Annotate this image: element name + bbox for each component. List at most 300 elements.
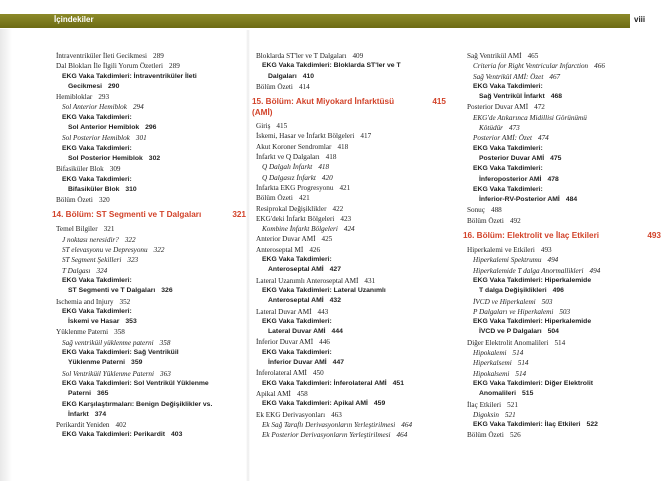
toc-entry-title: EKG Vaka Takdimleri: Sol Ventrikül Yüklenme bbox=[62, 379, 209, 387]
toc-entry[interactable] bbox=[256, 379, 446, 389]
toc-entry-title: Kombine İnfarkt Bölgeleri bbox=[262, 225, 338, 234]
toc-entry[interactable] bbox=[256, 307, 446, 317]
toc-entry[interactable] bbox=[56, 164, 246, 174]
toc-entry[interactable] bbox=[56, 410, 246, 420]
toc-entry-page-number: 444 bbox=[331, 328, 343, 336]
toc-entry[interactable] bbox=[56, 327, 246, 337]
toc-entry-title: Bölüm Özeti bbox=[467, 431, 504, 440]
toc-entry-page-number: 443 bbox=[317, 307, 329, 316]
toc-entry[interactable] bbox=[467, 338, 661, 348]
toc-entry[interactable] bbox=[56, 317, 246, 327]
page-number: viii bbox=[634, 15, 646, 24]
toc-entry-page-number: 365 bbox=[97, 390, 109, 398]
chapter-page-number: 321 bbox=[232, 210, 246, 220]
toc-entry-title: Q Dalgalı İnfarkt bbox=[262, 163, 313, 172]
toc-entry-title: Hiperkalemi ve Etkileri bbox=[467, 246, 535, 255]
toc-entry[interactable] bbox=[256, 183, 446, 193]
toc-entry-title: İskemi, Hasar ve İnfarkt Bölgeleri bbox=[256, 132, 355, 141]
toc-entry-page-number: 418 bbox=[337, 142, 349, 151]
toc-entry-title: EKG Vaka Takdimleri: bbox=[62, 307, 132, 315]
toc-entry[interactable] bbox=[467, 113, 661, 123]
toc-entry-title: Ek Posterior Derivasyonların Yerleştirilmesi bbox=[262, 431, 391, 440]
toc-entry-page-number: 323 bbox=[127, 256, 139, 265]
toc-entry[interactable] bbox=[256, 420, 446, 430]
toc-entry-title: Sağ ventriküil yüklenme paterni bbox=[62, 338, 154, 347]
toc-entry-page-number: 484 bbox=[565, 196, 578, 204]
toc-entry-title: EKG Vaka Takdimleri: bbox=[473, 185, 543, 193]
toc-entry-page-number: 473 bbox=[508, 124, 520, 133]
toc-entry-page-number: 503 bbox=[541, 297, 553, 306]
toc-entry-page-number: 425 bbox=[321, 235, 333, 244]
toc-entry[interactable] bbox=[467, 154, 661, 164]
toc-entry[interactable] bbox=[467, 133, 661, 143]
toc-entry-page-number: 464 bbox=[401, 420, 413, 429]
toc-entry-page-number: 465 bbox=[527, 52, 539, 60]
toc-entry-page-number: 418 bbox=[318, 163, 330, 172]
toc-entry-page-number: 310 bbox=[125, 185, 137, 193]
toc-column-middle bbox=[252, 51, 446, 440]
toc-entry[interactable] bbox=[467, 245, 661, 255]
toc-entry-title: Hiperkalemide T dalga Anormallikleri bbox=[473, 266, 584, 275]
toc-entry-page-number: 431 bbox=[364, 276, 376, 285]
toc-entry-page-number: 414 bbox=[298, 82, 310, 91]
toc-entry-title: J noktası neresidir? bbox=[62, 235, 119, 244]
toc-entry-title: Posterior Duvar AMİ bbox=[479, 154, 545, 162]
toc-entry[interactable] bbox=[256, 348, 446, 358]
toc-entry-title: Anteroseptal Mİ bbox=[256, 245, 304, 254]
toc-entry[interactable] bbox=[56, 72, 246, 82]
toc-entry[interactable] bbox=[56, 389, 246, 399]
toc-entry-title: Hiperkalemi Spektrumu bbox=[473, 256, 542, 265]
toc-entry[interactable] bbox=[467, 410, 661, 420]
toc-entry-page-number: 358 bbox=[159, 338, 171, 347]
toc-entry-page-number: 296 bbox=[145, 124, 157, 132]
toc-entry[interactable] bbox=[467, 144, 661, 154]
toc-entry-page-number: 446 bbox=[319, 338, 330, 347]
toc-entry-title: İnferior Duvar AMİ bbox=[268, 359, 327, 367]
toc-entry[interactable] bbox=[256, 327, 446, 337]
toc-entry-page-number: 322 bbox=[153, 246, 165, 255]
toc-entry[interactable] bbox=[256, 286, 446, 296]
toc-entry-title: Bloklarda ST'ler ve T Dalgaları bbox=[256, 52, 347, 60]
toc-entry-page-number: 521 bbox=[507, 400, 518, 409]
toc-entry[interactable] bbox=[467, 195, 661, 205]
toc-entry[interactable] bbox=[256, 296, 446, 306]
toc-entry-page-number: 423 bbox=[340, 214, 352, 223]
toc-entry[interactable] bbox=[256, 317, 446, 327]
toc-entry[interactable] bbox=[56, 255, 246, 265]
toc-entry[interactable] bbox=[56, 185, 246, 195]
toc-entry[interactable] bbox=[256, 234, 446, 244]
chapter-page-number: 415 bbox=[432, 97, 446, 107]
toc-entry-page-number: 459 bbox=[373, 400, 386, 408]
toc-entry-title: EKG Vaka Takdimleri: bbox=[262, 317, 332, 325]
toc-entry[interactable] bbox=[256, 265, 446, 275]
toc-entry[interactable] bbox=[467, 82, 661, 92]
toc-entry-page-number: 352 bbox=[119, 297, 131, 306]
toc-entry[interactable] bbox=[56, 338, 246, 348]
toc-entry[interactable] bbox=[467, 255, 661, 265]
toc-entry-page-number: 289 bbox=[153, 52, 164, 60]
toc-entry[interactable] bbox=[467, 379, 661, 389]
chapter-title: 15. Bölüm: Akut Miyokard İnfarktüsü (AMİ) bbox=[252, 97, 395, 118]
toc-entry-title: Kötüdür bbox=[479, 124, 503, 133]
toc-entry-page-number: 359 bbox=[131, 359, 143, 367]
toc-entry-title: EKG Vaka Takdimleri: Bloklarda ST'ler ve T bbox=[262, 62, 401, 70]
toc-entry-title: Apikal AMİ bbox=[256, 389, 291, 398]
toc-entry-page-number: 417 bbox=[360, 132, 372, 141]
toc-entry[interactable] bbox=[467, 348, 661, 358]
toc-entry-title: EKG Vaka Takdimleri: Apikal AMİ bbox=[262, 400, 368, 408]
toc-entry[interactable] bbox=[256, 358, 446, 368]
toc-entry-title: Resiprokal Değişiklikler bbox=[256, 204, 327, 213]
page-edge bbox=[0, 0, 12, 481]
toc-entry-title: Sol Anterior Hemiblok bbox=[62, 103, 127, 112]
toc-entry-page-number: 422 bbox=[332, 204, 344, 213]
toc-entry[interactable] bbox=[56, 92, 246, 102]
toc-entry-title: Sol Anterior Hemiblok bbox=[68, 124, 140, 132]
toc-entry[interactable] bbox=[467, 400, 661, 410]
toc-entry-title: Lateral Duvar AMİ bbox=[256, 307, 312, 316]
toc-entry-title: EKG Vaka Takdimleri: Diğer Elektrolit bbox=[473, 379, 593, 387]
toc-entry[interactable] bbox=[467, 72, 661, 82]
toc-entry-title: T Dalgası bbox=[62, 266, 91, 275]
toc-entry-page-number: 353 bbox=[125, 318, 137, 326]
toc-entry[interactable] bbox=[467, 297, 661, 307]
header-bar bbox=[0, 0, 666, 29]
toc-entry-title: EKG Vaka Takdimleri: Hiperkalemide bbox=[473, 276, 592, 284]
toc-entry[interactable] bbox=[256, 51, 446, 61]
toc-entry[interactable] bbox=[467, 123, 661, 133]
toc-entry[interactable] bbox=[56, 123, 246, 133]
toc-entry-title: Lateral Uzanımlı Anteroseptal AMİ bbox=[256, 276, 359, 285]
toc-entry-title: Posterior Duvar AMİ bbox=[467, 103, 529, 112]
toc-entry[interactable] bbox=[467, 266, 661, 276]
toc-entry[interactable] bbox=[467, 420, 661, 430]
toc-entry-title: EKG Vaka Takdimleri: bbox=[262, 256, 332, 264]
toc-entry-title: Bifasiküler Blok bbox=[56, 165, 104, 174]
toc-column-right bbox=[463, 51, 661, 441]
toc-entry-page-number: 374 bbox=[94, 410, 107, 418]
toc-entry-title: ST Segmenti ve T Dalgaları bbox=[68, 287, 156, 295]
toc-entry[interactable] bbox=[467, 102, 661, 112]
toc-entry[interactable] bbox=[56, 82, 246, 92]
toc-entry[interactable] bbox=[256, 142, 446, 152]
toc-entry-title: İnferoposterior AMİ bbox=[479, 175, 542, 183]
toc-entry[interactable] bbox=[56, 175, 246, 185]
toc-entry-page-number: 427 bbox=[329, 266, 341, 274]
toc-entry[interactable] bbox=[256, 430, 446, 440]
toc-entry-title: Anomalileri bbox=[479, 390, 517, 398]
toc-entry-page-number: 522 bbox=[586, 421, 598, 429]
toc-entry-title: Anterior Duvar AMİ bbox=[256, 235, 316, 244]
toc-entry-page-number: 322 bbox=[124, 235, 136, 244]
toc-entry-title: İnfarkt ve Q Dalgaları bbox=[256, 153, 320, 162]
toc-entry-page-number: 521 bbox=[504, 410, 516, 419]
toc-entry-page-number: 294 bbox=[132, 103, 144, 112]
toc-entry[interactable] bbox=[467, 369, 661, 379]
toc-entry-page-number: 424 bbox=[343, 225, 355, 234]
toc-entry-page-number: 301 bbox=[135, 134, 147, 143]
toc-entry-title: EKG Vaka Takdimleri: Hiperkalemide bbox=[473, 318, 592, 326]
toc-entry[interactable] bbox=[256, 337, 446, 347]
toc-entry-title: Anteroseptal AMİ bbox=[268, 266, 324, 274]
chapter-heading[interactable] bbox=[252, 96, 446, 118]
chapter-page-number: 493 bbox=[647, 231, 661, 241]
toc-entry-title: Hipokalemi bbox=[473, 349, 507, 358]
toc-entry-page-number: 450 bbox=[312, 369, 324, 378]
toc-entry-page-number: 415 bbox=[276, 122, 288, 131]
toc-entry[interactable] bbox=[56, 224, 246, 234]
toc-entry-page-number: 289 bbox=[169, 62, 180, 71]
toc-entry-title: EKG Vaka Takdimleri: İntraventriküler İleti bbox=[62, 72, 197, 80]
toc-entry[interactable] bbox=[56, 113, 246, 123]
toc-entry-title: Temel Bilgiler bbox=[56, 225, 98, 234]
toc-entry[interactable] bbox=[56, 235, 246, 245]
toc-entry[interactable] bbox=[56, 195, 246, 205]
toc-entry-page-number: 309 bbox=[109, 165, 121, 174]
toc-entry[interactable] bbox=[467, 276, 661, 286]
toc-entry-page-number: 326 bbox=[161, 287, 173, 295]
toc-entry[interactable] bbox=[467, 317, 661, 327]
toc-entry-title: Digoksin bbox=[473, 410, 499, 419]
toc-entry-page-number: 466 bbox=[594, 62, 605, 71]
toc-entry-title: EKG Vaka Takdimleri: İlaç Etkileri bbox=[473, 421, 581, 429]
toc-entry[interactable] bbox=[56, 400, 246, 410]
toc-entry-title: Ek Sağ Taraflı Derivasyonların Yerleştirilmesi bbox=[262, 420, 396, 429]
toc-entry-page-number: 478 bbox=[547, 175, 559, 183]
toc-entry[interactable] bbox=[467, 216, 661, 226]
header-band bbox=[0, 14, 630, 28]
toc-entry-title: Sol Posterior Hemiblok bbox=[68, 154, 143, 162]
toc-entry-title: Ek EKG Derivasyonları bbox=[256, 410, 326, 419]
toc-entry-title: EKG Vaka Takdimleri: bbox=[62, 276, 132, 284]
toc-entry-title: İlaç Etkileri bbox=[467, 400, 502, 409]
toc-entry-title: Posterior AMİ: Özet bbox=[473, 134, 532, 143]
toc-entry[interactable] bbox=[256, 204, 446, 214]
toc-entry[interactable] bbox=[256, 255, 446, 265]
toc-entry-title: EKG Vaka Takdimleri: Perikardit bbox=[62, 431, 166, 439]
toc-entry-title: Bölüm Özeti bbox=[256, 82, 293, 91]
toc-entry-title: Sol Ventriküil Yüklenme Paterni bbox=[62, 369, 155, 378]
toc-entry[interactable] bbox=[467, 286, 661, 296]
toc-entry-page-number: 493 bbox=[540, 246, 552, 255]
toc-entry-page-number: 451 bbox=[392, 379, 404, 387]
toc-entry-page-number: 421 bbox=[298, 194, 310, 203]
toc-entry-page-number: 447 bbox=[332, 359, 345, 367]
toc-entry[interactable] bbox=[256, 82, 446, 92]
chapter-title: 16. Bölüm: Elektrolit ve İlaç Etkileri bbox=[463, 231, 600, 241]
toc-entry-page-number: 514 bbox=[554, 338, 566, 347]
toc-entry-page-number: 409 bbox=[352, 52, 364, 60]
toc-entry-title: EKG Vaka Takdimleri: bbox=[473, 165, 543, 173]
toc-entry-title: Hemibloklar bbox=[56, 93, 93, 102]
toc-entry-page-number: 293 bbox=[98, 93, 110, 102]
toc-entry-title: Sağ Ventrikül İnfarkt bbox=[479, 93, 545, 101]
toc-entry[interactable] bbox=[467, 327, 661, 337]
toc-entry-page-number: 464 bbox=[396, 431, 408, 440]
toc-entry-title: İnferior Duvar AMİ bbox=[256, 338, 314, 347]
toc-entry-title: EKG Vaka Takdimleri: bbox=[62, 144, 132, 152]
toc-entry-title: EKG Vaka Takdimleri: bbox=[62, 175, 132, 183]
toc-entry[interactable] bbox=[56, 420, 246, 430]
toc-entry[interactable] bbox=[256, 152, 446, 162]
toc-entry-title: EKG Vaka Takdimleri: Sağ Ventriküil bbox=[62, 349, 179, 357]
toc-entry-page-number: 515 bbox=[522, 390, 534, 398]
book-gutter bbox=[246, 30, 250, 481]
toc-entry-title: EKG Vaka Takdimleri: bbox=[473, 82, 543, 90]
toc-entry-page-number: 321 bbox=[103, 225, 115, 234]
toc-entry-title: T dalga Değişiklikleri bbox=[479, 287, 547, 295]
toc-entry[interactable] bbox=[467, 51, 661, 61]
toc-entry-title: Bölüm Özeti bbox=[56, 196, 93, 205]
toc-entry-title: EKG Vaka Takdimleri: bbox=[262, 348, 332, 356]
chapter-heading[interactable] bbox=[463, 230, 661, 242]
toc-entry-page-number: 467 bbox=[549, 72, 561, 81]
toc-entry-page-number: 474 bbox=[537, 134, 549, 143]
toc-entry[interactable] bbox=[467, 358, 661, 368]
toc-entry-title: EKG'deki İnfarkt Bölgeleri bbox=[256, 214, 335, 223]
toc-entry-title: Akut Koroner Sendromlar bbox=[256, 142, 332, 151]
toc-entry[interactable] bbox=[256, 131, 446, 141]
toc-entry-page-number: 302 bbox=[148, 154, 161, 162]
toc-entry-title: P Dalgaları ve Hiperkalemi bbox=[473, 307, 554, 316]
toc-entry[interactable] bbox=[467, 164, 661, 174]
toc-entry[interactable] bbox=[256, 173, 446, 183]
toc-entry[interactable] bbox=[467, 92, 661, 102]
toc-entry-page-number: 421 bbox=[339, 183, 351, 192]
toc-entry[interactable] bbox=[467, 430, 661, 440]
toc-entry-title: İskemi ve Hasar bbox=[68, 318, 120, 326]
toc-entry[interactable] bbox=[56, 358, 246, 368]
toc-entry[interactable] bbox=[467, 185, 661, 195]
toc-entry-title: Ischemia and Injury bbox=[56, 297, 114, 306]
toc-entry[interactable] bbox=[467, 175, 661, 185]
toc-entry[interactable] bbox=[56, 297, 246, 307]
toc-entry-title: İnferolateral AMİ bbox=[256, 369, 307, 378]
toc-entry-title: Yüklenme Paterni bbox=[56, 328, 109, 337]
toc-entry-page-number: 492 bbox=[509, 216, 521, 225]
toc-entry-title: Sağ Ventrikül AMİ: Özet bbox=[473, 72, 544, 81]
toc-entry-page-number: 526 bbox=[509, 431, 521, 440]
toc-entry-page-number: 426 bbox=[309, 245, 321, 254]
toc-entry[interactable] bbox=[56, 266, 246, 276]
toc-entry[interactable] bbox=[256, 61, 446, 71]
toc-entry-title: Diğer Elektrolit Anomalileri bbox=[467, 338, 549, 347]
toc-entry-title: EKG Karşılaştırmaları: Benign Değişiklikler vs. bbox=[62, 400, 213, 408]
toc-entry-page-number: 403 bbox=[171, 431, 183, 439]
toc-entry-title: İnfarkta EKG Progresyonu bbox=[256, 183, 334, 192]
toc-entry-title: Sonuç bbox=[467, 206, 485, 215]
toc-entry-page-number: 503 bbox=[559, 307, 571, 316]
toc-entry[interactable] bbox=[56, 144, 246, 154]
toc-entry[interactable] bbox=[256, 368, 446, 378]
toc-entry-page-number: 463 bbox=[331, 410, 342, 419]
toc-column-left bbox=[52, 51, 246, 441]
toc-entry-title: EKG Vaka Takdimleri: bbox=[473, 144, 543, 152]
toc-entry[interactable] bbox=[467, 389, 661, 399]
toc-entry[interactable] bbox=[56, 307, 246, 317]
toc-entry-title: Q Dalgasız İnfarkt bbox=[262, 173, 316, 182]
toc-entry[interactable] bbox=[256, 193, 446, 203]
toc-entry-page-number: 290 bbox=[108, 82, 120, 90]
toc-entry[interactable] bbox=[56, 51, 246, 61]
toc-entry-page-number: 494 bbox=[589, 266, 601, 275]
toc-entry-title: Bifasiküler Blok bbox=[68, 185, 120, 193]
toc-entry-title: Perikardit Yeniden bbox=[56, 421, 110, 430]
toc-entry[interactable] bbox=[56, 276, 246, 286]
toc-entry[interactable] bbox=[56, 379, 246, 389]
chapter-title: 14. Bölüm: ST Segmenti ve T Dalgaları bbox=[52, 210, 202, 220]
toc-entry-page-number: 496 bbox=[552, 287, 564, 295]
toc-entry[interactable] bbox=[256, 389, 446, 399]
toc-entry-title: Criteria for Right Ventricular Infarction bbox=[473, 62, 589, 71]
toc-entry[interactable] bbox=[56, 286, 246, 296]
toc-entry[interactable] bbox=[56, 348, 246, 358]
toc-entry[interactable] bbox=[256, 276, 446, 286]
toc-entry-title: Sol Posterior Hemiblok bbox=[62, 134, 130, 143]
toc-entry-title: EKG Vaka Takdimleri: bbox=[62, 113, 132, 121]
toc-entry[interactable] bbox=[467, 307, 661, 317]
toc-entry-page-number: 320 bbox=[98, 196, 110, 205]
toc-entry[interactable] bbox=[256, 224, 446, 234]
toc-entry[interactable] bbox=[256, 72, 446, 82]
toc-entry[interactable] bbox=[56, 61, 246, 71]
toc-entry[interactable] bbox=[256, 121, 446, 131]
toc-entry[interactable] bbox=[256, 399, 446, 409]
chapter-heading[interactable] bbox=[52, 209, 246, 221]
toc-entry[interactable] bbox=[256, 214, 446, 224]
toc-entry-title: Dal Blokları İle İlgili Yorum Özetleri bbox=[56, 62, 163, 71]
toc-entry-page-number: 418 bbox=[325, 153, 337, 162]
toc-entry-page-number: 514 bbox=[515, 369, 527, 378]
toc-entry-title: Sağ Ventrikül AMİ bbox=[467, 52, 522, 60]
toc-entry-page-number: 514 bbox=[517, 359, 529, 368]
toc-entry[interactable] bbox=[56, 430, 246, 440]
toc-entry-title: İVCD ve P Dalgaları bbox=[479, 328, 542, 336]
toc-entry-page-number: 432 bbox=[329, 297, 341, 305]
toc-entry-title: İntraventriküler İleti Gecikmesi bbox=[56, 52, 148, 60]
toc-entry[interactable] bbox=[256, 410, 446, 420]
toc-entry-title: EKG Vaka Takdimleri: İnferolateral AMİ bbox=[262, 379, 387, 387]
toc-entry[interactable] bbox=[467, 61, 661, 71]
toc-entry-page-number: 402 bbox=[115, 421, 127, 430]
toc-entry-title: EKG'de Atıkarınca Midillisi Görünümü bbox=[473, 113, 587, 122]
toc-entry[interactable] bbox=[56, 154, 246, 164]
toc-entry-page-number: 488 bbox=[490, 206, 502, 215]
toc-entry[interactable] bbox=[56, 102, 246, 112]
toc-entry[interactable] bbox=[467, 205, 661, 215]
toc-entry-title: Lateral Duvar AMİ bbox=[268, 328, 326, 336]
toc-entry-page-number: 420 bbox=[321, 173, 333, 182]
toc-entry-page-number: 358 bbox=[114, 328, 125, 337]
toc-entry-page-number: 324 bbox=[96, 266, 108, 275]
toc-entry-title: Gecikmesi bbox=[68, 82, 103, 90]
toc-entry[interactable] bbox=[56, 369, 246, 379]
toc-entry-title: İVCD ve Hiperkalemi bbox=[473, 297, 536, 306]
toc-entry-title: Bölüm Özeti bbox=[467, 216, 504, 225]
toc-entry-title: Hipokalsemi bbox=[473, 369, 510, 378]
toc-entry-title: Paterni bbox=[68, 390, 92, 398]
toc-entry-page-number: 472 bbox=[534, 103, 545, 112]
toc-entry-page-number: 410 bbox=[302, 72, 315, 80]
toc-entry[interactable] bbox=[56, 245, 246, 255]
toc-entry[interactable] bbox=[256, 162, 446, 172]
toc-entry-title: ST elevasyonu ve Depresyonu bbox=[62, 246, 148, 255]
toc-entry[interactable] bbox=[56, 133, 246, 143]
toc-entry[interactable] bbox=[256, 245, 446, 255]
toc-entry-title: Giriş bbox=[256, 122, 271, 131]
